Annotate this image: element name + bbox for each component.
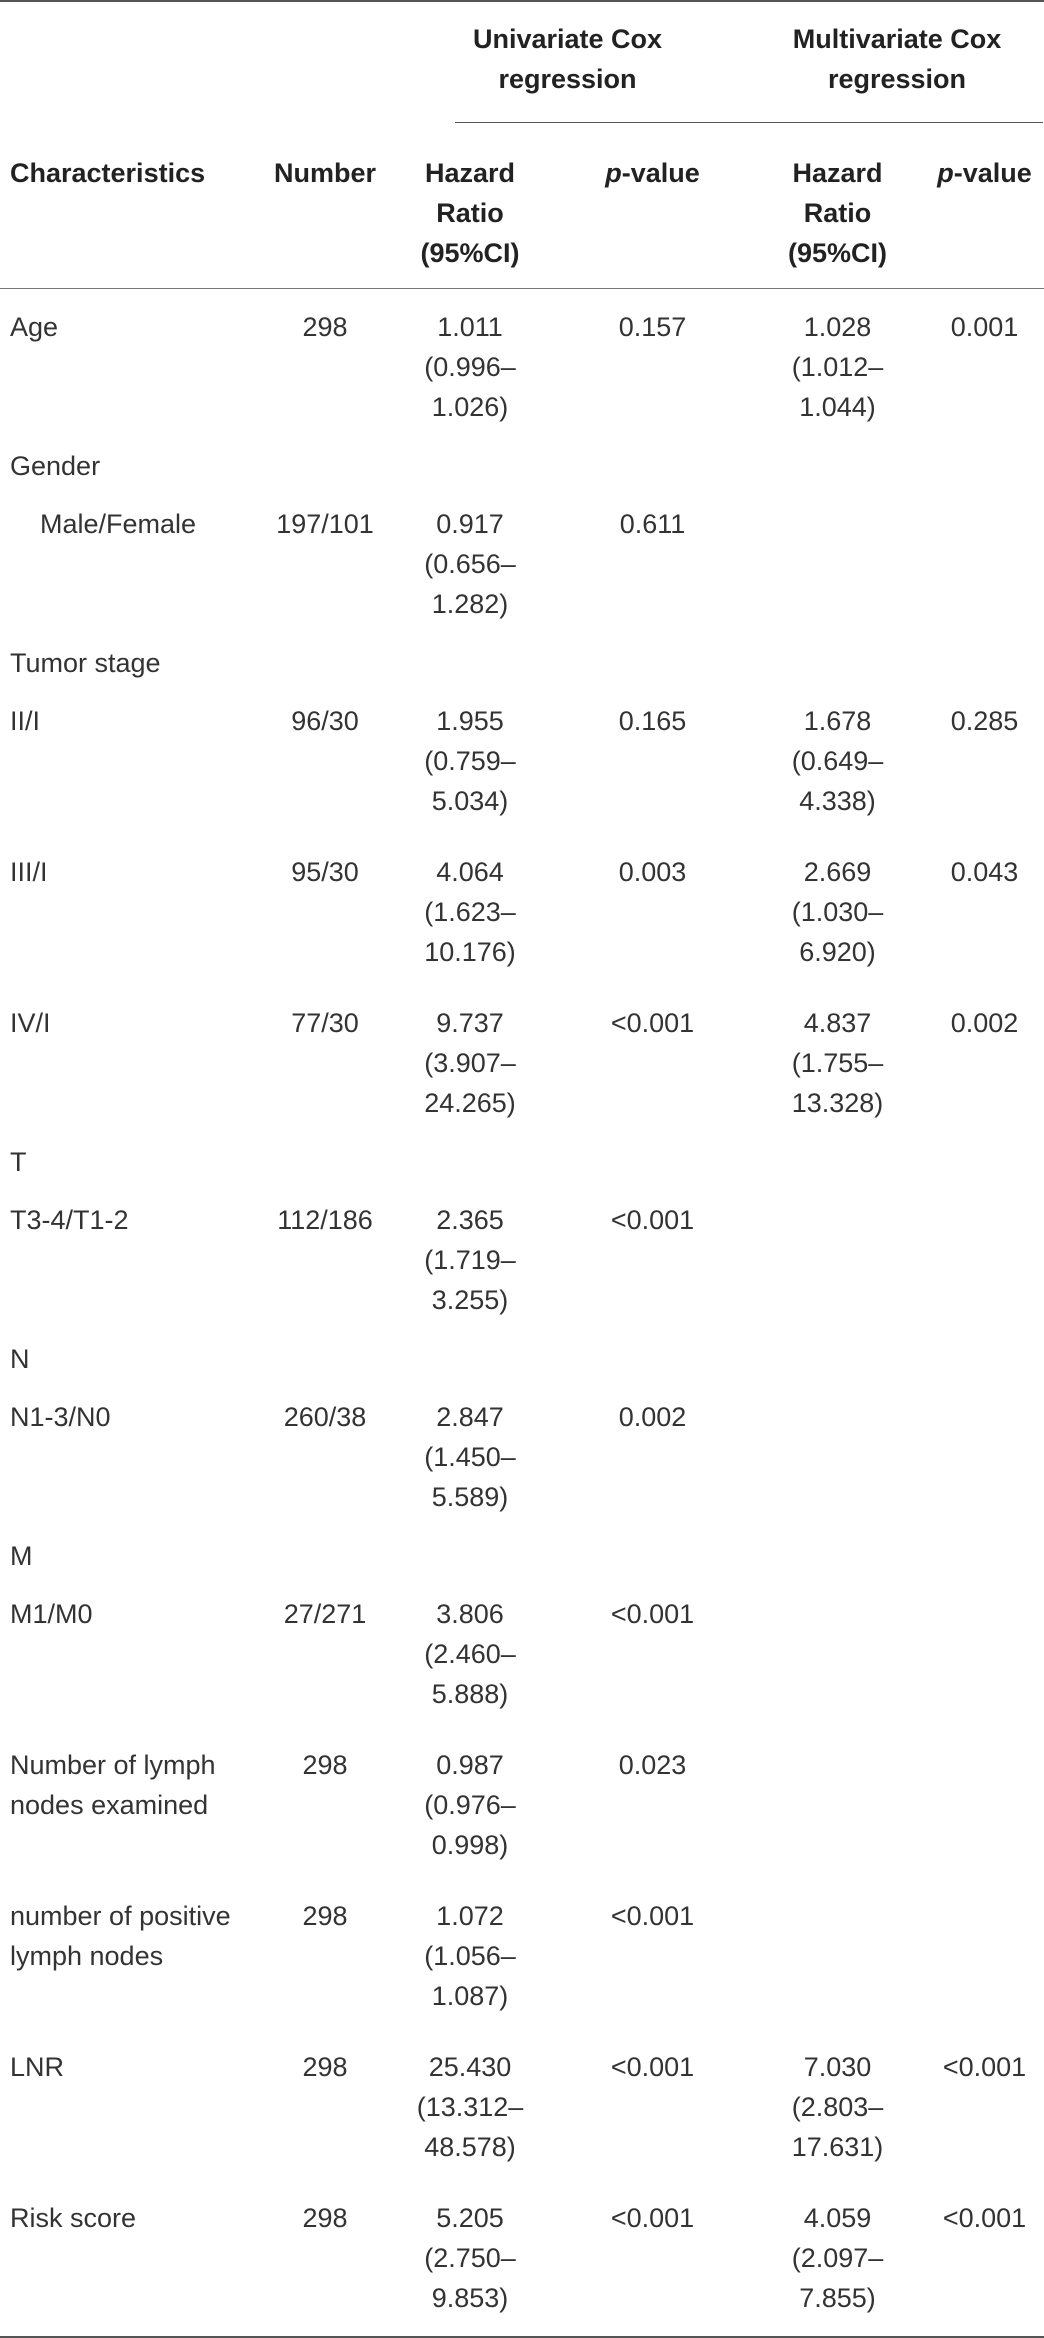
cell-characteristic [0,1182,265,1333]
p-value-italic-p: p [937,158,954,188]
cell-empty [925,440,1044,486]
characteristic-label-line: T [10,1146,27,1177]
cell-empty [555,1333,750,1379]
cell-number: 298 [302,2202,348,2233]
hazard-ratio-value-line: 6.920) [799,936,876,967]
category-row [0,440,1044,486]
cell-empty [265,637,385,683]
cell-univariate-p-value: <0.001 [610,1598,695,1629]
hazard-ratio-value-line: 1.282) [431,588,509,619]
hazard-ratio-value-line: 1.678 [803,705,872,736]
cell-multivariate-p-value [925,1379,1044,1530]
hazard-ratio-value-line: (13.312– [416,2091,524,2122]
cell-univariate-hazard-ratio [385,288,555,440]
table-row [0,2180,1044,2337]
hazard-ratio-value-line: 17.631) [791,2131,884,2162]
hazard-ratio-value-line: 5.589) [431,1481,509,1512]
cell-empty [385,1333,555,1379]
cell-univariate-p-value: 0.157 [618,311,687,342]
hazard-ratio-value-line: (0.649– [791,745,884,776]
characteristic-label-line: Gender [10,450,101,481]
cell-multivariate-hazard-ratio [750,2029,925,2180]
hazard-ratio-line: Hazard [792,158,883,188]
characteristic-label-line: lymph nodes [10,1940,164,1971]
cell-number: 197/101 [276,508,374,539]
cell-multivariate-p-value [925,486,1044,637]
hazard-ratio-value-line: (0.759– [424,745,516,776]
table-body [0,288,1044,2337]
hazard-ratio-value-line: (2.460– [424,1638,516,1669]
hazard-ratio-value-line: (1.623– [424,896,516,927]
cell-empty [925,1333,1044,1379]
hazard-ratio-value-line: 5.205 [436,2202,504,2233]
cell-univariate-p-value: <0.001 [610,2051,695,2082]
cell-empty [750,1530,925,1576]
cell-characteristic [0,1530,265,1576]
header-multivariate-hazard-ratio [750,128,925,288]
hazard-ratio-value-line: (0.656– [424,548,516,579]
category-row [0,637,1044,683]
hazard-ratio-value-line: 0.998) [431,1829,509,1860]
characteristic-label-line: IV/I [10,1007,51,1038]
table-row [0,985,1044,1136]
characteristic-label-line: Tumor stage [10,647,161,678]
characteristic-label-line: M [10,1540,33,1571]
cell-univariate-hazard-ratio [385,1727,555,1878]
cell-multivariate-p-value [925,1576,1044,1727]
p-value-suffix: -value [953,158,1032,188]
hazard-ratio-value-line: (2.097– [791,2242,884,2273]
cell-characteristic [0,1878,265,2029]
cell-multivariate-hazard-ratio [750,834,925,985]
table-row [0,1379,1044,1530]
hazard-ratio-value-line: 9.737 [436,1007,504,1038]
table-header [0,1,1044,288]
hazard-ratio-value-line: 5.888) [431,1678,509,1709]
cell-characteristic [0,637,265,683]
cell-univariate-hazard-ratio [385,834,555,985]
cell-number: 298 [302,1749,348,1780]
table-row [0,1576,1044,1727]
hazard-ratio-value-line: 1.044) [799,391,876,422]
hazard-ratio-value-line: (1.450– [424,1441,516,1472]
cell-empty [385,440,555,486]
cell-multivariate-p-value [925,1727,1044,1878]
hazard-ratio-value-line: 9.853) [431,2282,509,2313]
hazard-ratio-line: (95%CI) [787,238,888,268]
hazard-ratio-value-line: (2.750– [424,2242,516,2273]
hazard-ratio-value-line: 4.059 [803,2202,872,2233]
multivariate-title-line: regression [827,64,967,94]
cell-empty [925,1530,1044,1576]
characteristic-label-line: Age [10,311,59,342]
hazard-ratio-value-line: 1.028 [803,311,872,342]
cell-univariate-p-value: <0.001 [610,1204,695,1235]
cell-multivariate-p-value [925,1182,1044,1333]
cell-characteristic [0,985,265,1136]
characteristic-label-line: LNR [10,2051,65,2082]
hazard-ratio-value-line: 1.955 [436,705,504,736]
univariate-title-line: regression [498,64,637,94]
cell-empty [385,1136,555,1182]
cell-number: 95/30 [291,856,359,887]
hazard-ratio-value-line: 7.855) [799,2282,876,2313]
cell-univariate-p-value: 0.003 [618,856,687,887]
cell-multivariate-hazard-ratio [750,486,925,637]
characteristic-label-line: Male/Female [40,508,197,539]
hazard-ratio-line: (95%CI) [420,238,520,268]
cell-univariate-p-value: <0.001 [610,1007,695,1038]
hazard-ratio-value-line: 2.669 [803,856,872,887]
cell-univariate-hazard-ratio [385,1182,555,1333]
cell-empty [385,1530,555,1576]
cell-univariate-p-value: 0.023 [618,1749,687,1780]
cell-univariate-hazard-ratio [385,2180,555,2337]
cell-univariate-hazard-ratio [385,2029,555,2180]
table-row [0,834,1044,985]
cell-empty [555,1530,750,1576]
cell-empty [555,1136,750,1182]
cell-number: 112/186 [277,1204,373,1235]
cell-empty [750,1136,925,1182]
header-column-row [0,128,1044,288]
characteristic-label-line: Number of lymph [10,1749,216,1780]
header-univariate-hazard-ratio [385,128,555,288]
characteristic-label-line: M1/M0 [10,1598,93,1629]
table-row [0,288,1044,440]
cell-univariate-hazard-ratio [385,1379,555,1530]
category-row [0,1530,1044,1576]
cell-number: 96/30 [291,705,359,736]
cell-characteristic [0,440,265,486]
cell-characteristic [0,1379,265,1530]
hazard-ratio-value-line: 24.265) [424,1087,516,1118]
cell-empty [265,1333,385,1379]
cell-multivariate-hazard-ratio [750,1182,925,1333]
cell-univariate-p-value: 0.165 [618,705,687,736]
cell-characteristic [0,683,265,834]
cell-empty [925,1136,1044,1182]
characteristic-label-line: number of positive [10,1900,231,1931]
table-row [0,1182,1044,1333]
hazard-ratio-value-line: 3.255) [431,1284,509,1315]
hazard-ratio-value-line: 1.087) [431,1980,509,2011]
cell-empty [385,637,555,683]
cell-multivariate-p-value: <0.001 [942,2202,1027,2233]
cell-characteristic [0,288,265,440]
univariate-title-line: Univariate Cox [472,24,663,54]
cell-characteristic [0,2180,265,2337]
hazard-ratio-value-line: 48.578) [424,2131,516,2162]
table-row [0,683,1044,834]
hazard-ratio-value-line: 4.338) [799,785,876,816]
cell-empty [265,1136,385,1182]
cell-number: 298 [302,1900,348,1931]
category-row [0,1136,1044,1182]
hazard-ratio-line: Ratio [803,198,872,228]
hazard-ratio-value-line: 4.064 [436,856,504,887]
table-row [0,1878,1044,2029]
header-univariate-group [385,1,750,128]
cell-empty [555,637,750,683]
table-row [0,486,1044,637]
cell-empty [555,440,750,486]
cell-number: 27/271 [283,1598,367,1629]
characteristic-label-line: II/I [10,705,41,736]
header-characteristics: Characteristics [0,128,265,288]
p-value-italic-p: p [605,158,622,188]
hazard-ratio-value-line: (0.996– [424,351,516,382]
hazard-ratio-value-line: (1.030– [791,896,884,927]
cell-multivariate-hazard-ratio [750,1727,925,1878]
hazard-ratio-value-line: 1.011 [437,311,503,342]
hazard-ratio-value-line: 2.847 [436,1401,504,1432]
hazard-ratio-value-line: (3.907– [424,1047,516,1078]
cell-empty [750,1333,925,1379]
cell-number: 298 [302,2051,348,2082]
cell-multivariate-hazard-ratio [750,2180,925,2337]
characteristic-label-line: N [10,1343,30,1374]
cell-multivariate-p-value: 0.002 [950,1007,1019,1038]
characteristic-label-line: N1-3/N0 [10,1401,111,1432]
cell-number: 260/38 [283,1401,367,1432]
header-blank-characteristics [0,1,265,128]
cell-multivariate-hazard-ratio [750,288,925,440]
hazard-ratio-value-line: 2.365 [436,1204,504,1235]
cell-characteristic [0,1727,265,1878]
hazard-ratio-line: Hazard [424,158,516,188]
header-blank-number [265,1,385,128]
cell-univariate-p-value: <0.001 [610,1900,695,1931]
header-multivariate-p-value [925,128,1044,288]
cell-univariate-hazard-ratio [385,1576,555,1727]
cell-multivariate-hazard-ratio [750,1379,925,1530]
characteristic-label-line: Risk score [10,2202,137,2233]
multivariate-group-rule [762,122,1043,123]
hazard-ratio-value-line: 25.430 [428,2051,512,2082]
characteristic-label-line: T3-4/T1-2 [10,1204,129,1235]
category-row [0,1333,1044,1379]
table-row [0,2029,1044,2180]
hazard-ratio-value-line: (1.056– [424,1940,516,1971]
multivariate-title-line: Multivariate Cox [792,24,1002,54]
hazard-ratio-value-line: (1.719– [424,1244,516,1275]
cell-number: 77/30 [291,1007,359,1038]
cell-univariate-p-value: 0.611 [619,508,686,539]
cell-univariate-hazard-ratio [385,1878,555,2029]
cell-multivariate-p-value: 0.001 [950,311,1019,342]
hazard-ratio-value-line: 13.328) [791,1087,884,1118]
cell-multivariate-p-value: 0.285 [950,705,1019,736]
cell-multivariate-p-value: 0.043 [950,856,1019,887]
cell-multivariate-hazard-ratio [750,683,925,834]
header-univariate-p-value [555,128,750,288]
header-group-row [0,1,1044,128]
hazard-ratio-value-line: 0.917 [436,508,504,539]
cell-multivariate-hazard-ratio [750,1878,925,2029]
cell-empty [265,440,385,486]
cell-univariate-p-value: <0.001 [610,2202,695,2233]
cell-empty [925,637,1044,683]
cell-multivariate-hazard-ratio [750,1576,925,1727]
hazard-ratio-value-line: (1.755– [791,1047,884,1078]
cell-characteristic [0,1136,265,1182]
cell-characteristic [0,486,265,637]
cell-empty [265,1530,385,1576]
table-row [0,1727,1044,1878]
characteristic-label-line: nodes examined [10,1789,209,1820]
cell-multivariate-p-value: <0.001 [942,2051,1027,2082]
cell-characteristic [0,1576,265,1727]
cell-multivariate-hazard-ratio [750,985,925,1136]
hazard-ratio-value-line: 1.072 [436,1900,504,1931]
cell-univariate-hazard-ratio [385,683,555,834]
cell-univariate-hazard-ratio [385,985,555,1136]
hazard-ratio-value-line: 10.176) [424,936,516,967]
hazard-ratio-line: Ratio [436,198,504,228]
hazard-ratio-value-line: 0.987 [436,1749,504,1780]
header-number: Number [265,128,385,288]
hazard-ratio-value-line: (2.803– [791,2091,884,2122]
hazard-ratio-value-line: (1.012– [791,351,884,382]
hazard-ratio-value-line: 5.034) [431,785,509,816]
cell-characteristic [0,1333,265,1379]
cell-characteristic [0,2029,265,2180]
cell-characteristic [0,834,265,985]
cell-empty [750,637,925,683]
p-value-suffix: -value [621,158,700,188]
hazard-ratio-value-line: 3.806 [436,1598,504,1629]
cell-empty [750,440,925,486]
hazard-ratio-value-line: (0.976– [424,1789,516,1820]
header-multivariate-group [750,1,1044,128]
cell-multivariate-p-value [925,1878,1044,2029]
cell-number: 298 [302,311,348,342]
characteristic-label-line: III/I [10,856,48,887]
cell-univariate-hazard-ratio [385,486,555,637]
hazard-ratio-value-line: 1.026) [431,391,509,422]
hazard-ratio-value-line: 4.837 [803,1007,872,1038]
hazard-ratio-value-line: 7.030 [803,2051,872,2082]
cell-univariate-p-value: 0.002 [618,1401,687,1432]
